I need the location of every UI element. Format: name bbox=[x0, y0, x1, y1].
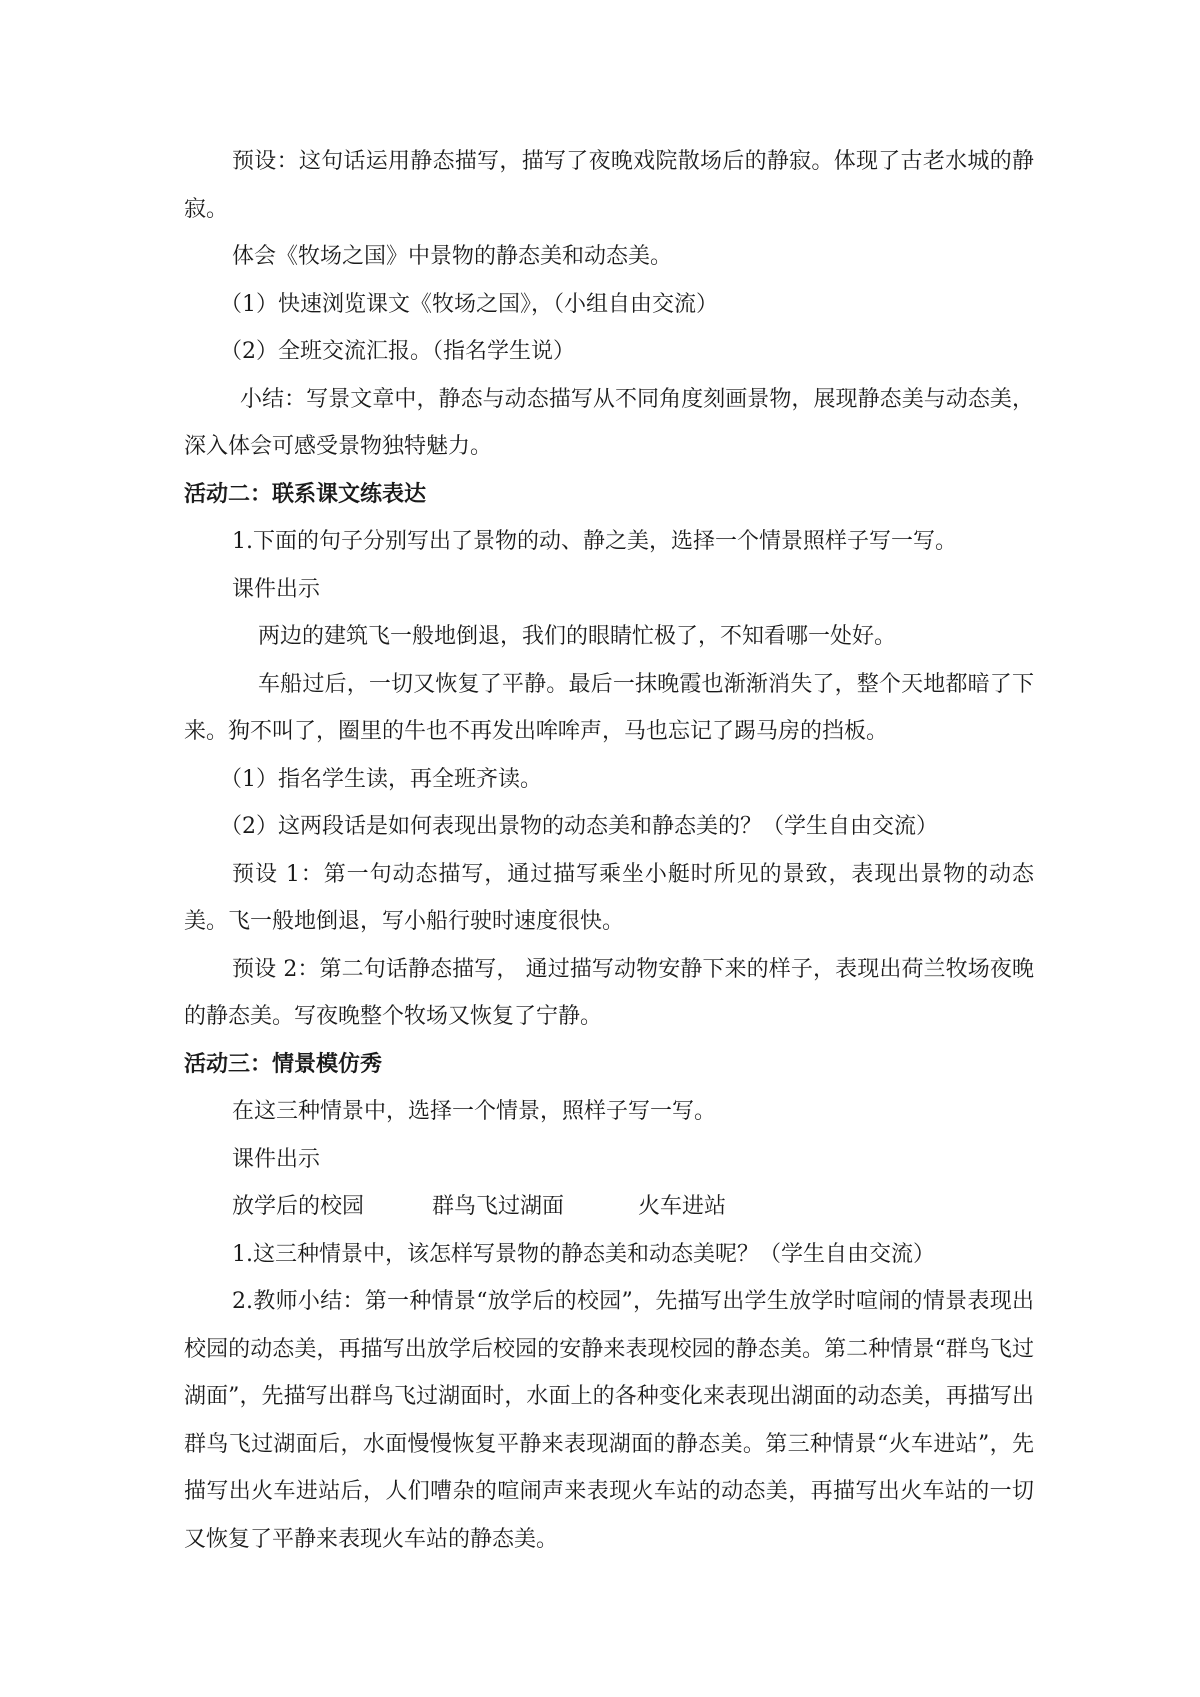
heading-activity-three: 活动三：情景模仿秀 bbox=[184, 1050, 383, 1077]
step-browse-text: （1）快速浏览课文《牧场之国》，（小组自由交流） bbox=[220, 291, 718, 317]
scene-options-row bbox=[184, 1183, 1034, 1231]
heading-activity-two: 活动二：联系课文练表达 bbox=[184, 480, 427, 507]
task-write-imitation: 1.下面的句子分别写出了景物的动、静之美，选择一个情景照样子写一写。 bbox=[232, 529, 957, 554]
scene-birds-over-lake: 群鸟飞过湖面 bbox=[432, 1194, 565, 1219]
paragraph-preset-one: 预设 1：第一句动态描写，通过描写乘坐小艇时所见的景致，表现出景物的动态美。飞一般地倒退，写小船行驶时速度很快。 bbox=[184, 861, 1034, 934]
quote-dynamic-sentence: 两边的建筑飞一般地倒退，我们的眼睛忙极了，不知看哪一处好。 bbox=[258, 624, 897, 649]
question-how-to-write: 1.这三种情景中，该怎样写景物的静态美和动态美呢？（学生自由交流） bbox=[232, 1241, 935, 1267]
label-courseware-2: 课件出示 bbox=[232, 1146, 321, 1172]
scene-train-arrival: 火车进站 bbox=[638, 1194, 727, 1219]
task-choose-scene: 在这三种情景中，选择一个情景，照样子写一写。 bbox=[232, 1099, 717, 1124]
step-discuss-beauty: （2）这两段话是如何表现出景物的动态美和静态美的？（学生自由交流） bbox=[220, 814, 938, 839]
quote-static-passage: 车船过后，一切又恢复了平静。最后一抹晚霞也渐渐消失了，整个天地都暗了下来。狗不叫了，圈里的牛也不再发出哞哞声，马也忘记了踢马房的挡板。 bbox=[184, 671, 1034, 744]
paragraph-summary: 小结：写景文章中，静态与动态描写从不同角度刻画景物，展现静态美与动态美，深入体会可感受景物独特魅力。 bbox=[184, 386, 1034, 459]
paragraph-preset-quiet-city: 预设：这句话运用静态描写，描写了夜晚戏院散场后的静寂。体现了古老水城的静寂。 bbox=[184, 149, 1034, 222]
paragraph-feel-pasture: 体会《牧场之国》中景物的静态美和动态美。 bbox=[232, 244, 673, 269]
paragraph-teacher-summary: 2.教师小结：第一种情景“放学后的校园”，先描写出学生放学时喧闹的情景表现出校园的动态美，再描写出放学后校园的安静来表现校园的静态美。第二种情景“群鸟飞过湖面”，先描写出群鸟飞过湖面时，水面上的各种变化来表现出湖面的动态美，再描写出群鸟飞过湖面后，水面慢慢恢复平静来表现湖面的静态美。第三种情景“火车进站”，先描写出火车进站后，人们嘈杂的喧闹声来表现火车站的动态美，再描写出火车站的一切又恢复了平静来表现火车站的静态美。 bbox=[184, 1289, 1034, 1552]
scene-school-after-class: 放学后的校园 bbox=[232, 1194, 365, 1219]
paragraph-preset-two: 预设 2：第二句话静态描写， 通过描写动物安静下来的样子，表现出荷兰牧场夜晚的静态美。写夜晚整个牧场又恢复了宁静。 bbox=[184, 956, 1034, 1029]
step-read-aloud: （1）指名学生读，再全班齐读。 bbox=[220, 766, 542, 792]
document-body bbox=[184, 138, 1034, 1563]
step-class-report: （2）全班交流汇报。（指名学生说） bbox=[220, 339, 575, 364]
label-courseware-1: 课件出示 bbox=[232, 576, 321, 602]
